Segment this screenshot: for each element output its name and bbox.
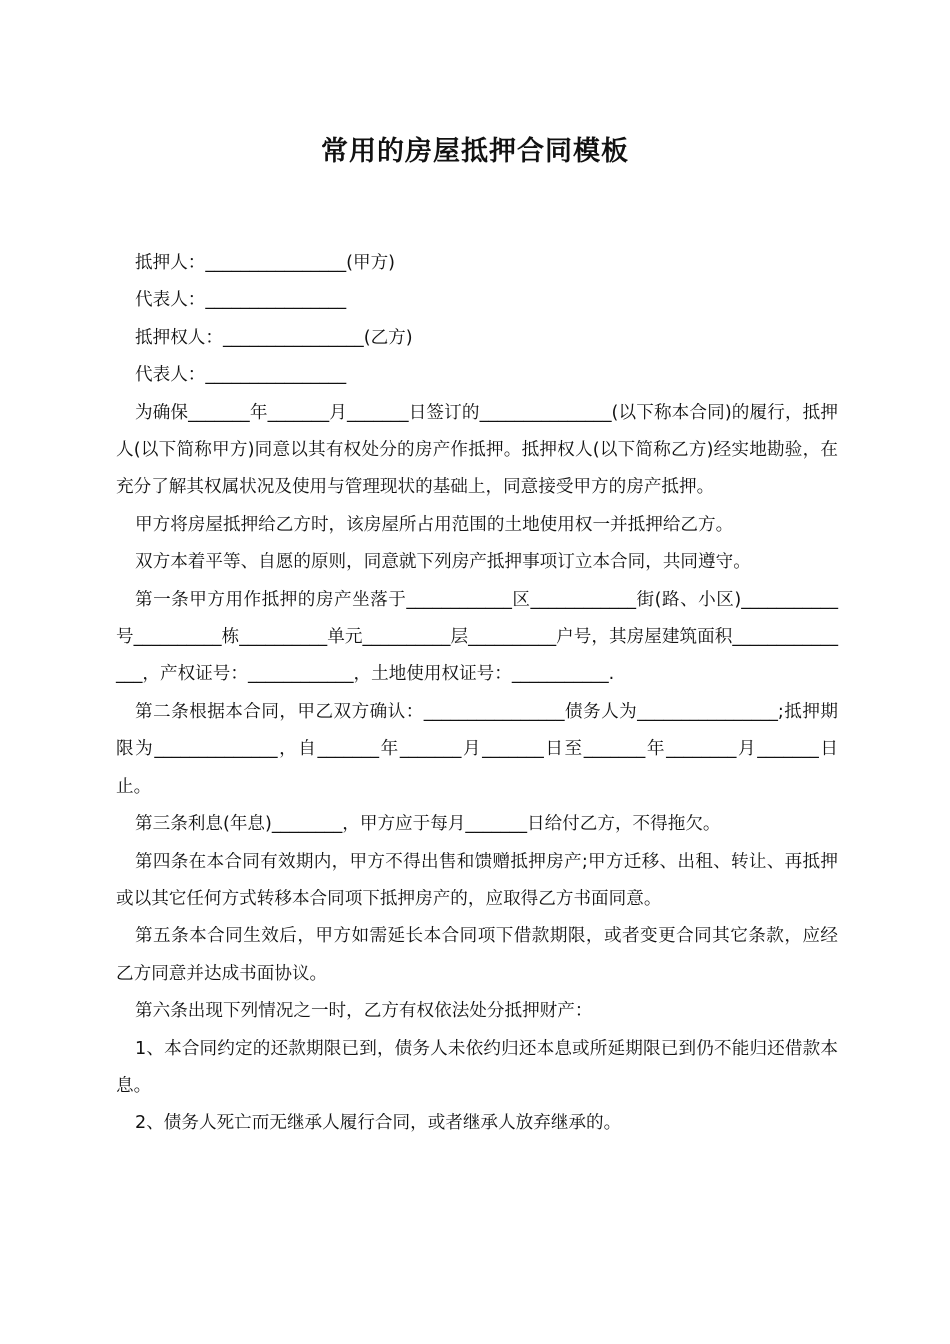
paragraph-principle: 双方本着平等、自愿的原则，同意就下列房产抵押事项订立本合同，共同遵守。	[135, 552, 751, 573]
paragraph-article-6-item-2: 2、债务人死亡而无继承人履行合同，或者继承人放弃继承的。	[135, 1113, 622, 1134]
paragraph-article-6-item-1: 1、本合同约定的还款期限已到，债务人未依约归还本息或所延期限已到仍不能归还借款本息。	[116, 1038, 838, 1096]
paragraph-mortgagor: 抵押人：________________(甲方)	[135, 253, 396, 273]
paragraph-article-3: 第三条利息(年息)________，甲方应于每月_______日给付乙方，不得拖欠。	[135, 814, 721, 835]
paragraph-article-2: 第二条根据本合同，甲乙双方确认：________________债务人为________________;抵押期限为______________，自_______年_______月_______日至_______年________月_______日止。	[116, 701, 838, 797]
document-body	[116, 245, 838, 1143]
paragraph-land-use-right: 甲方将房屋抵押给乙方时，该房屋所占用范围的土地使用权一并抵押给乙方。	[135, 514, 734, 535]
paragraph-article-4: 第四条在本合同有效期内，甲方不得出售和馈赠抵押房产;甲方迁移、出租、转让、再抵押或以其它任何方式转移本合同项下抵押房产的，应取得乙方书面同意。	[116, 851, 838, 909]
paragraph-article-5: 第五条本合同生效后，甲方如需延长本合同项下借款期限，或者变更合同其它条款，应经乙方同意并达成书面协议。	[116, 926, 838, 984]
document-title: 常用的房屋抵押合同模板	[321, 136, 629, 167]
paragraph-mortgagor-representative: 代表人：________________	[135, 290, 347, 311]
paragraph-mortgagee: 抵押权人：________________(乙方)	[135, 327, 413, 348]
paragraph-preamble: 为确保_______年_______月_______日签订的_______________(以下称本合同)的履行，抵押人(以下简称甲方)同意以其有权处分的房产作抵押。抵押权人(以下简称乙方)经实地勘验，在充分了解其权属状况及使用与管理现状的基础上，同意接受甲方的房产抵押。	[116, 402, 838, 498]
paragraph-article-1: 第一条甲方用作抵押的房产坐落于____________区____________街(路、小区)___________号__________栋__________单元__________层__________户号，其房屋建筑面积_______________，产权证号：____________，土地使用权证号：___________.	[116, 589, 838, 685]
paragraph-mortgagee-representative: 代表人：________________	[135, 365, 347, 386]
paragraph-article-6: 第六条出现下列情况之一时，乙方有权依法处分抵押财产：	[135, 1001, 593, 1022]
